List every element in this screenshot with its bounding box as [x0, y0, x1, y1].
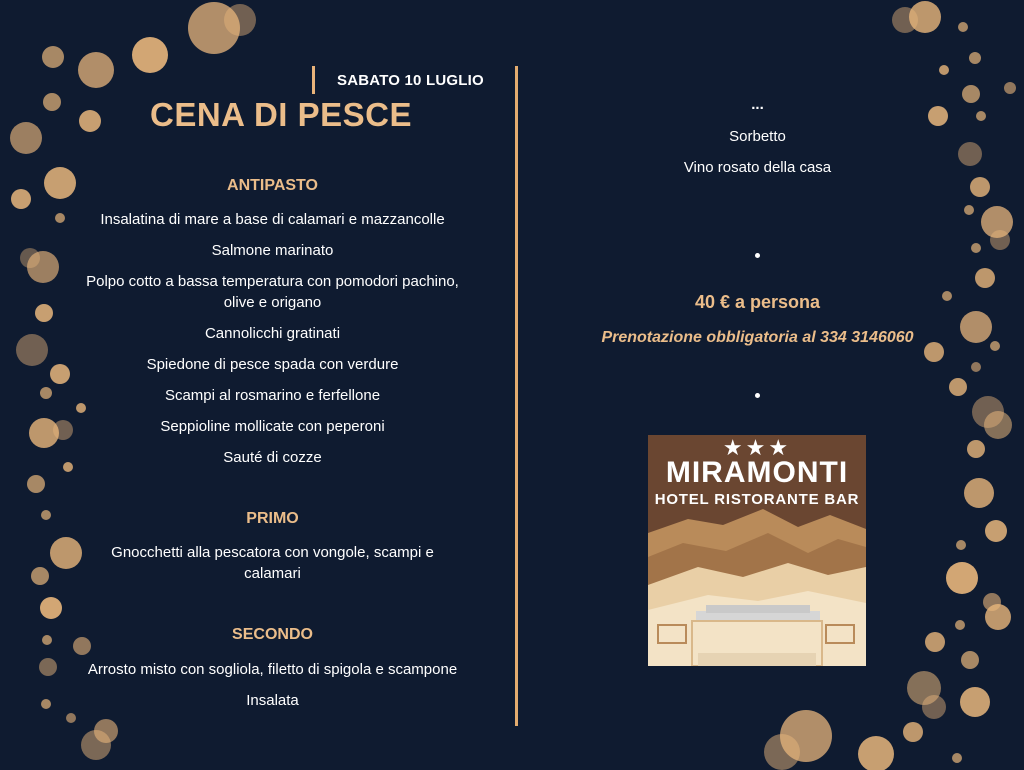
menu-item: Sauté di cozze: [223, 449, 322, 466]
logo-name: MIRAMONTI: [665, 456, 849, 489]
menu-item: Seppioline mollicate con peperoni: [160, 418, 385, 435]
booking-note: Prenotazione obbligatoria al 334 3146060: [601, 329, 914, 346]
menu-item: Insalata: [246, 692, 299, 709]
page-title: CENA DI PESCE: [150, 96, 412, 133]
menu-item: Vino rosato della casa: [683, 159, 832, 176]
menu-item: Sorbetto: [729, 128, 786, 145]
menu-item: Arrosto misto con sogliola, filetto di spigola e scampone: [87, 661, 458, 678]
menu-item: Spiedone di pesce spada con verdure: [146, 356, 399, 373]
star-rating: ★★★: [722, 435, 792, 460]
column-divider: [515, 66, 518, 726]
logo-subtitle: HOTEL RISTORANTE BAR: [654, 491, 860, 508]
section-heading-primo: PRIMO: [246, 510, 299, 527]
separator-dot: [755, 253, 760, 258]
menu-item: Insalatina di mare a base di calamari e mazzancolle: [100, 211, 445, 228]
menu-item: Polpo cotto a bassa temperatura con pomodori pachino,: [86, 273, 459, 290]
separator-dot: [755, 393, 760, 398]
price: 40 € a persona: [694, 292, 821, 312]
menu-item: calamari: [244, 565, 301, 582]
menu-item: Scampi al rosmarino e ferfellone: [164, 387, 381, 404]
event-date: SABATO 10 LUGLIO: [312, 66, 484, 94]
menu-item: Gnocchetti alla pescatora con vongole, scampi e: [111, 544, 434, 561]
section-heading-secondo: SECONDO: [232, 626, 313, 643]
menu-item: Cannolicchi gratinati: [204, 325, 341, 342]
continuation-ellipsis: ...: [751, 96, 764, 113]
miramonti-logo: [648, 435, 866, 666]
section-heading-antipasto: ANTIPASTO: [227, 177, 318, 194]
menu-item: Salmone marinato: [211, 242, 334, 259]
menu-item: olive e origano: [223, 294, 322, 311]
